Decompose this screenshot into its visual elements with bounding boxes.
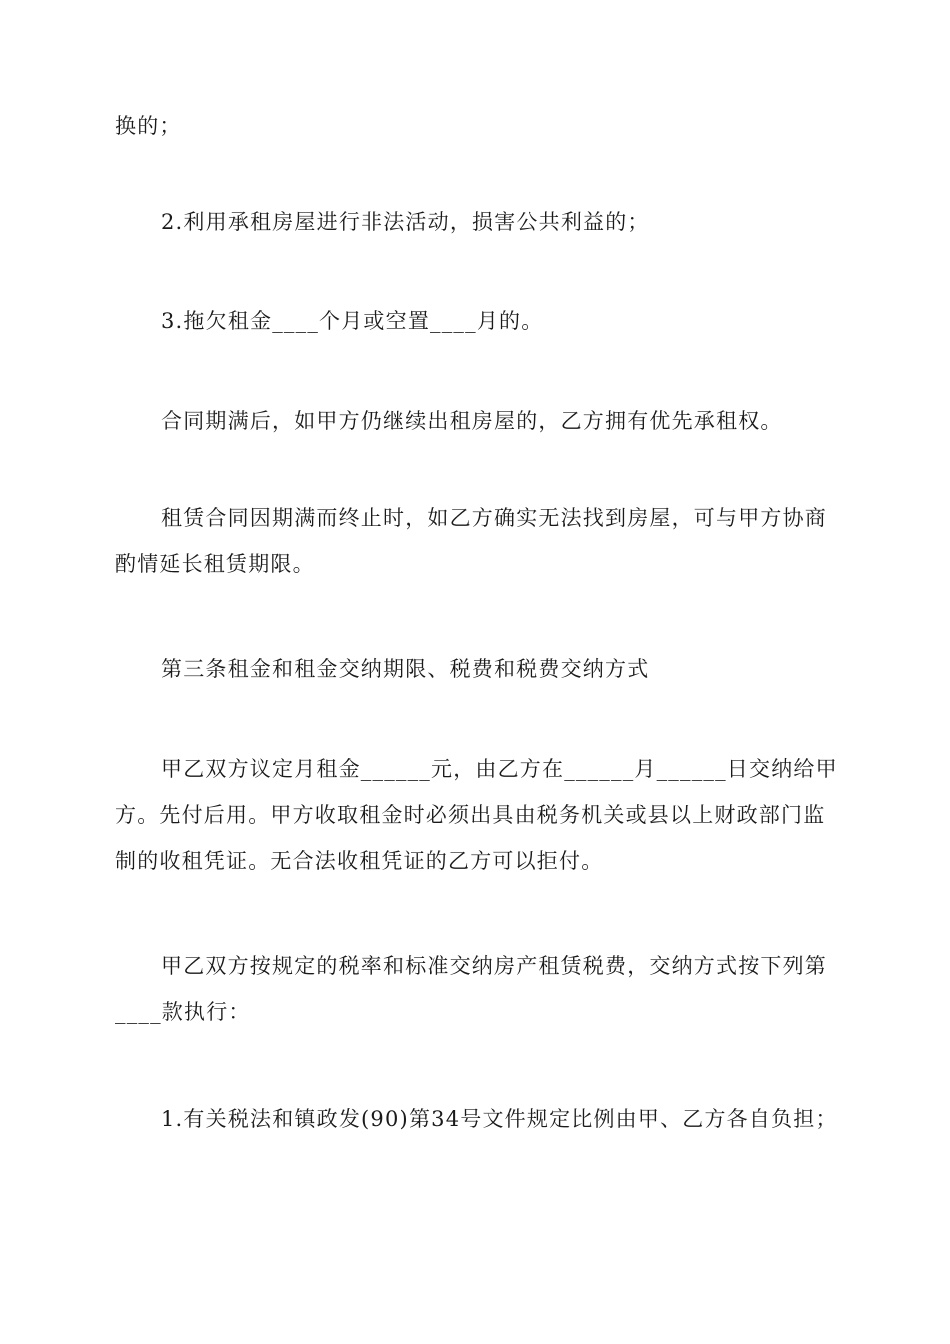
text-line: 甲乙双方议定月租金______元，由乙方在______月______日交纳给甲 bbox=[161, 757, 838, 781]
text-line: 第三条租金和租金交纳期限、税费和税费交纳方式 bbox=[161, 657, 650, 681]
paragraph-tax-clause-1 bbox=[115, 1096, 840, 1142]
text-line: ____款执行： bbox=[115, 1000, 251, 1024]
text-line: 换的； bbox=[115, 114, 182, 138]
text-line: 酌情延长租赁期限。 bbox=[115, 552, 315, 576]
text-line: 3.拖欠租金____个月或空置____月的。 bbox=[161, 309, 544, 333]
text-line: 制的收租凭证。无合法收租凭证的乙方可以拒付。 bbox=[115, 849, 604, 873]
paragraph-rent-payment bbox=[115, 746, 840, 884]
paragraph-clause-2 bbox=[115, 199, 840, 245]
text-line: 1.有关税法和镇政发(90)第34号文件规定比例由甲、乙方各自负担； bbox=[161, 1107, 838, 1131]
text-line: 合同期满后，如甲方仍继续出租房屋的，乙方拥有优先承租权。 bbox=[161, 409, 783, 433]
text-line: 方。先付后用。甲方收取租金时必须出具由税务机关或县以上财政部门监 bbox=[115, 803, 826, 827]
text-line: 2.利用承租房屋进行非法活动，损害公共利益的； bbox=[161, 210, 650, 234]
text-line: 甲乙双方按规定的税率和标准交纳房产租赁税费，交纳方式按下列第 bbox=[161, 954, 827, 978]
paragraph-renewal-priority bbox=[115, 398, 840, 444]
paragraph-continuation bbox=[115, 103, 840, 149]
paragraph-clause-3 bbox=[115, 298, 840, 344]
paragraph-extension bbox=[115, 495, 840, 587]
section-heading-article-3 bbox=[115, 646, 840, 692]
text-line: 租赁合同因期满而终止时，如乙方确实无法找到房屋，可与甲方协商 bbox=[161, 506, 827, 530]
paragraph-tax-payment bbox=[115, 943, 840, 1035]
